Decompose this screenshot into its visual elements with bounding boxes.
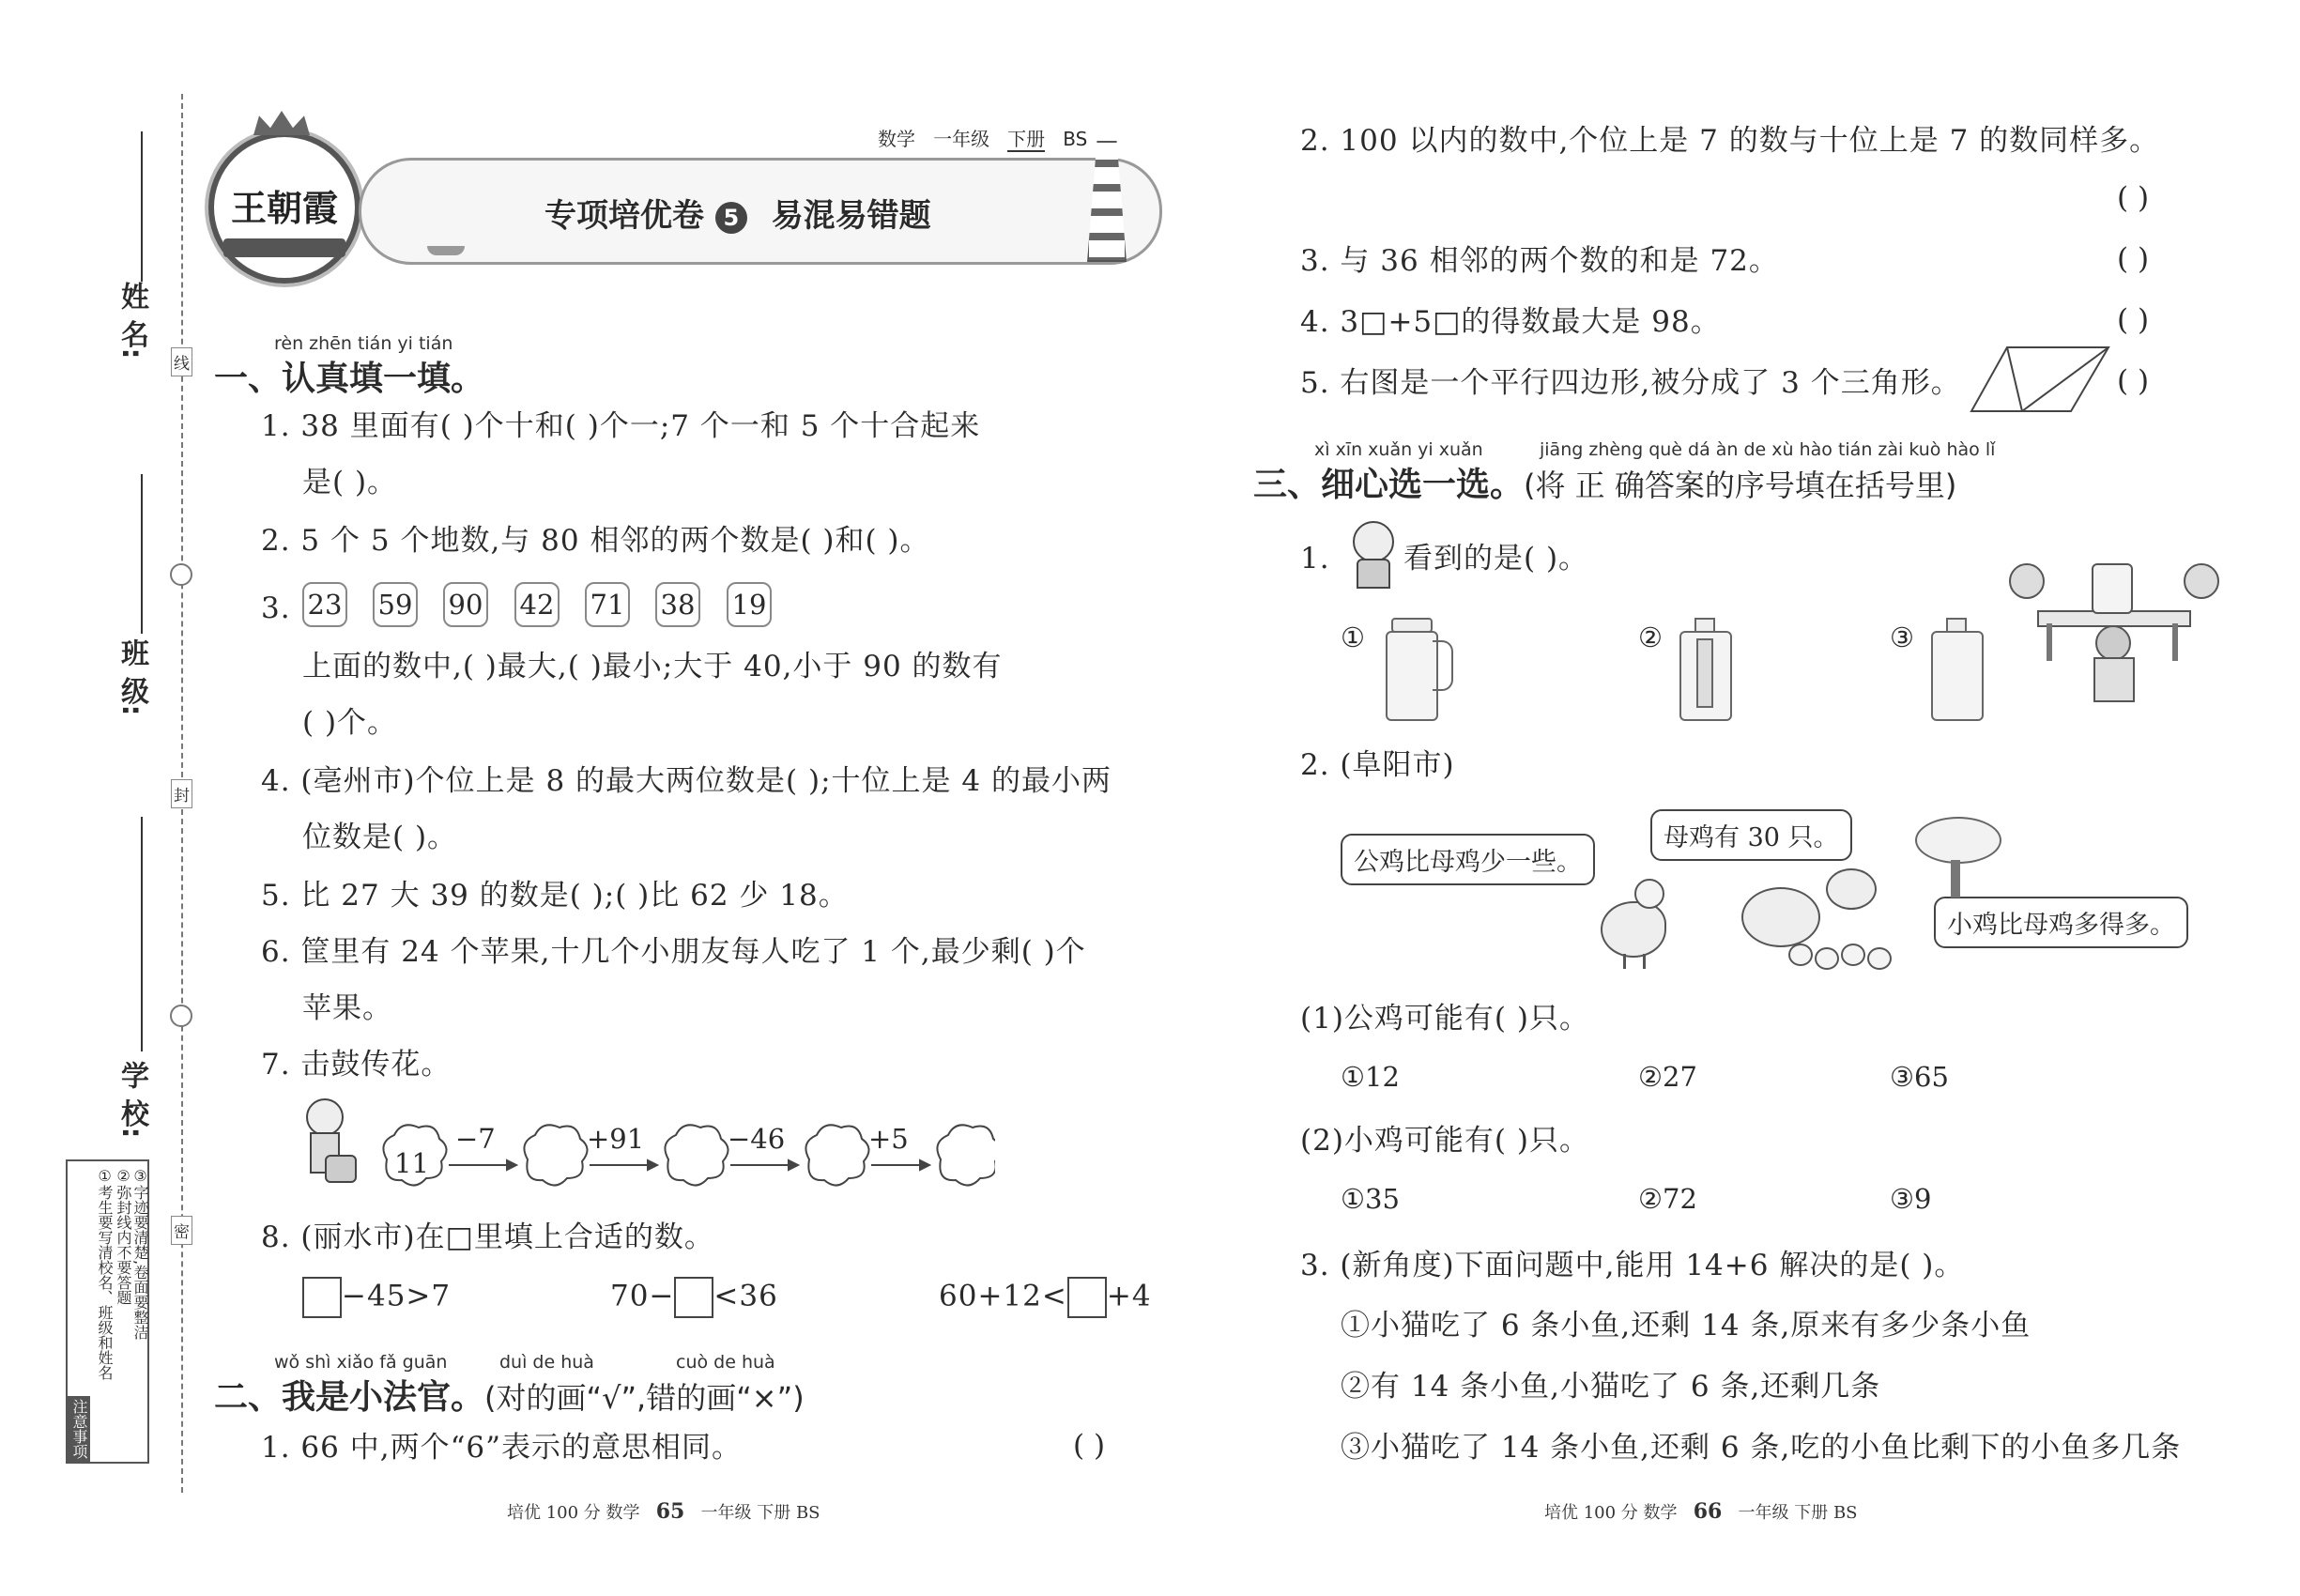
flower-cloud [665,1125,728,1185]
s1-question-7: 7. 击鼓传花。 [261,1048,452,1082]
s3-question-2: 2. (阜阳市) [1300,748,1455,782]
kettle-handle-front [1696,638,1713,708]
child-right [2184,563,2219,599]
notice-item: ①考生要写清校名、班级和姓名 [96,1167,114,1380]
flower-cloud [937,1125,995,1185]
crown-icon [253,111,310,135]
child-front [2095,625,2131,661]
notice-item: ③字迹要清楚,卷面要整洁 [131,1167,149,1341]
kettle-side-view-icon [1378,618,1453,721]
number-tag: 59 [373,582,418,627]
chain-op: +91 [587,1123,645,1155]
option-choice[interactable]: ②有 14 条小鱼,小猫吃了 6 条,还剩几条 [1341,1370,1881,1404]
section2-pinyin: duì de huà [499,1352,594,1373]
answer-paren[interactable]: ( ) [2117,242,2150,276]
answer-paren[interactable]: ( ) [1073,1429,1106,1463]
hen-and-chicks-icon [1732,850,1920,972]
ineq-after: −45>7 [342,1279,452,1313]
name-line [141,131,143,282]
footer-right-suffix: 一年级 下册 BS [1738,1503,1858,1523]
chain-op: +5 [868,1123,909,1155]
s1-question-1: 1. 38 里面有( )个十和( )个一;7 个一和 5 个十合起来 [261,409,981,443]
footer-right-prefix: 培优 100 分 数学 [1544,1503,1678,1523]
answer-paren[interactable]: ( ) [2117,364,2150,398]
tree-crown [1915,817,2001,864]
kettle-back-view-icon [1927,618,1984,721]
s1-question-3-b: ( )个。 [302,706,398,740]
option-choice[interactable]: ①12 [1341,1061,1400,1093]
girl-icon [1347,521,1399,587]
kettle-front-view-icon [1676,618,1732,721]
hen [1826,868,1877,910]
answer-box[interactable] [674,1277,713,1318]
seal-circle-icon [170,1005,192,1027]
drum-icon [325,1155,357,1183]
title-prefix: 专项培优卷 [544,197,704,235]
flower-cloud [524,1125,587,1185]
s1-question-2: 2. 5 个 5 个地数,与 80 相邻的两个数是( )和( )。 [261,524,930,558]
s1-question-6-cont: 苹果。 [302,991,392,1025]
option-choice[interactable]: ③小猫吃了 14 条小鱼,还剩 6 条,吃的小鱼比剩下的小鱼多几条 [1341,1431,2182,1465]
header-meta [878,124,1087,151]
s1-question-8: 8. (丽水市)在□里填上合适的数。 [261,1220,714,1254]
s2-question-2: 2. 100 以内的数中,个位上是 7 的数与十位上是 7 的数同样多。 [1300,124,2160,158]
cut-mark-line: 线 [171,347,192,376]
s2-question-4: 4. 3□+5□的得数最大是 98。 [1300,305,1721,339]
table-leg [2172,623,2178,661]
s3-question-1-label: 1. [1300,542,1330,575]
hen [1741,887,1820,947]
section3-title-rest: (将 正 确答案的序号填在括号里) [1524,468,1957,503]
girl-head [1353,521,1394,562]
name-label: 姓 名: [115,282,148,360]
section1-title: 一、认真填一填。 [214,360,485,398]
class-label: 班 级: [115,638,148,716]
table-scene-icon [2009,554,2216,704]
kettle-body [1931,631,1984,721]
inequality-3 [939,1277,1152,1318]
child-front-body [2093,657,2135,702]
s1-question-6: 6. 筐里有 24 个苹果,十几个小朋友每人吃了 1 个,最少剩( )个 [261,935,1086,969]
s1-question-1-cont: 是( )。 [302,466,398,499]
s1-question-4: 4. (亳州市)个位上是 8 的最大两位数是( );十位上是 4 的最小两 [261,764,1112,798]
footer-left-prefix: 培优 100 分 数学 [507,1503,640,1523]
ineq-before: 60+12< [939,1279,1067,1313]
chick [1867,947,1892,970]
binding-margin [0,0,188,1596]
brand-logo [208,131,360,284]
footer-left [507,1499,820,1524]
title-suffix: 易混易错题 [771,197,931,235]
section3-title-main: 三、细心选一选。 [1253,466,1525,504]
number-tag: 23 [302,582,347,627]
inequality-2 [610,1277,778,1318]
option-choice[interactable]: ③9 [1890,1183,1932,1215]
ineq-after: +4 [1106,1279,1152,1313]
flower-cloud [805,1125,868,1185]
speech-bubble-hen: 母鸡有 30 只。 [1650,809,1852,861]
section3-pinyin: jiāng zhèng què dá àn de xù hào tián zài kuò hào lǐ [1540,439,1996,460]
section2-title-rest: (对的画“√”,错的画“×”) [484,1380,805,1416]
s3-question-2-1: (1)公鸡可能有( )只。 [1300,1002,1589,1036]
rooster-head [1634,879,1664,909]
chick [1815,947,1839,970]
s3-question-3: 3. (新角度)下面问题中,能用 14+6 解决的是( )。 [1300,1249,1965,1282]
meta-edition: BS [1063,128,1088,150]
option-choice[interactable]: ③65 [1890,1061,1949,1093]
number-tag: 42 [514,582,560,627]
page-number-left: 65 [655,1499,685,1524]
cut-mark-secret: 密 [171,1216,192,1245]
class-line [141,474,143,634]
kettle-handle [1433,640,1453,691]
notice-item: ②弥封线内不要答题 [115,1167,132,1305]
section3-title [1253,458,1956,506]
tree-trunk [1951,860,1960,898]
ineq-after: <36 [713,1279,778,1313]
parallelogram-figure [1970,345,2110,413]
option-marker: ① [1341,622,1365,653]
s2-question-3: 3. 与 36 相邻的两个数的和是 72。 [1300,244,1779,278]
section2-pinyin: wǒ shì xiǎo fǎ guān [274,1352,448,1373]
answer-paren[interactable]: ( ) [2117,303,2150,337]
number-tag: 90 [443,582,488,627]
s3-question-2-2: (2)小鸡可能有( )只。 [1300,1124,1589,1158]
child-left [2009,563,2045,599]
number-tag: 71 [585,582,630,627]
logo-ribbon [223,238,345,257]
ineq-before: 70− [610,1279,675,1313]
option-choice[interactable]: ②27 [1638,1061,1697,1093]
s2-question-5: 5. 右图是一个平行四边形,被分成了 3 个三角形。 [1300,366,1961,400]
option-choice[interactable]: ①小猫吃了 6 条小鱼,还剩 14 条,原来有多少条小鱼 [1341,1309,2032,1343]
seal-circle-icon [170,563,192,586]
footer-left-suffix: 一年级 下册 BS [700,1503,820,1523]
girl-body [1357,559,1390,589]
number-tag: 19 [727,582,772,627]
section3-pinyin: xì xīn xuǎn yi xuǎn [1314,439,1483,460]
boat-icon [427,246,465,255]
speech-bubble-rooster: 公鸡比母鸡少一些。 [1341,834,1595,885]
chick [1841,944,1865,966]
s1-question-5: 5. 比 27 大 39 的数是( );( )比 62 少 18。 [261,879,849,913]
answer-box[interactable] [1067,1277,1107,1318]
drummer-child-icon [293,1098,357,1192]
meta-subject: 数学 [878,128,915,150]
s3-question-1: 看到的是( )。 [1403,542,1589,575]
tree-icon [1915,817,2000,901]
answer-paren[interactable]: ( ) [2117,181,2150,215]
option-choice[interactable]: ②72 [1638,1183,1697,1215]
speech-bubble-chicks: 小鸡比母鸡多得多。 [1934,897,2188,948]
school-label: 学 校: [115,1061,148,1139]
notice-box [66,1159,149,1464]
s2-question-1: 1. 66 中,两个“6”表示的意思相同。 [261,1431,743,1465]
section2-title-main: 二、我是小法官。 [214,1378,485,1417]
rooster-body [1601,901,1666,958]
rooster-legs [1623,954,1646,969]
footer-right [1544,1499,1858,1524]
child-head [306,1098,344,1136]
chick [1788,944,1813,966]
rooster-icon [1591,873,1676,972]
meta-grade: 一年级 [933,128,990,150]
option-choice[interactable]: ①35 [1341,1183,1400,1215]
number-tag: 38 [655,582,700,627]
chain-op: −7 [455,1123,496,1155]
s1-question-3-a: 上面的数中,( )最大,( )最小;大于 40,小于 90 的数有 [302,650,1003,683]
option-marker: ③ [1890,622,1914,653]
chain-start-value: 11 [394,1147,429,1179]
section2-pinyin: cuò de huà [676,1352,775,1373]
school-line [141,817,143,1051]
chain-op: −46 [728,1123,786,1155]
page-title [544,190,931,236]
section1-pinyin: rèn zhēn tián yi tián [274,333,453,354]
s1-question-3-label: 3. [261,591,291,625]
table-leg [2047,623,2052,661]
inequality-1 [302,1277,451,1318]
kettle-body [1386,631,1438,721]
option-marker: ② [1638,622,1663,653]
title-number-badge: 5 [715,202,747,234]
section2-title [214,1371,805,1419]
s1-question-4-cont: 位数是( )。 [302,821,458,854]
answer-box[interactable] [302,1277,342,1318]
meta-volume: 下册 [1007,128,1046,150]
logo-text: 王朝霞 [230,187,338,229]
page-number-right: 66 [1693,1499,1723,1524]
cut-mark-seal: 封 [171,779,192,808]
notice-title: 注意事项 [68,1396,90,1462]
kettle-on-table [2092,563,2133,614]
